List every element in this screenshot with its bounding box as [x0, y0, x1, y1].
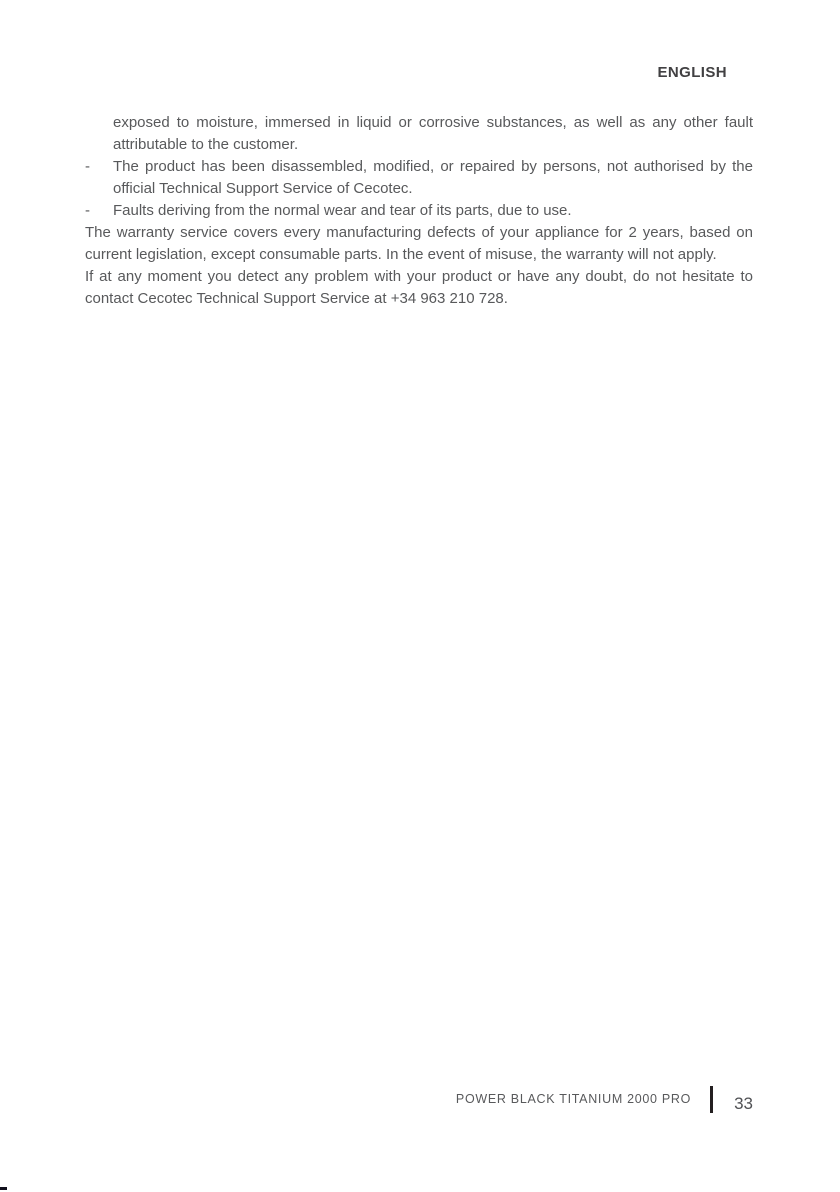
continuation-paragraph: exposed to moisture, immersed in liquid or corrosive substances, as well as any other fault attributable to the customer. [113, 114, 753, 153]
page-footer [0, 1085, 753, 1113]
footer-product-name: POWER BLACK TITANIUM 2000 PRO [455, 1092, 692, 1106]
bullet-marker: - [85, 158, 90, 175]
list-item [85, 200, 753, 222]
bullet-text: The product has been disassembled, modified, or repaired by persons, not authorised by the official Technical Support Service of Cecotec. [113, 158, 753, 197]
warranty-text-block [85, 112, 753, 310]
warranty-paragraph: The warranty service covers every manufacturing defects of your appliance for 2 years, based on current legislation, except consumable parts. In the event of misuse, the warranty will not apply. [85, 224, 753, 263]
bullet-text: Faults deriving from the normal wear and tear of its parts, due to use. [113, 202, 572, 219]
footer-divider [710, 1086, 713, 1113]
language-header: ENGLISH [657, 64, 727, 81]
corner-print-mark [0, 1187, 7, 1190]
contact-paragraph: If at any moment you detect any problem with your product or have any doubt, do not hesitate to contact Cecotec Technical Support Service at +34 963 210 728. [85, 268, 753, 307]
list-item [85, 156, 753, 200]
bullet-marker: - [85, 202, 90, 219]
page-number: 33 [734, 1094, 753, 1113]
